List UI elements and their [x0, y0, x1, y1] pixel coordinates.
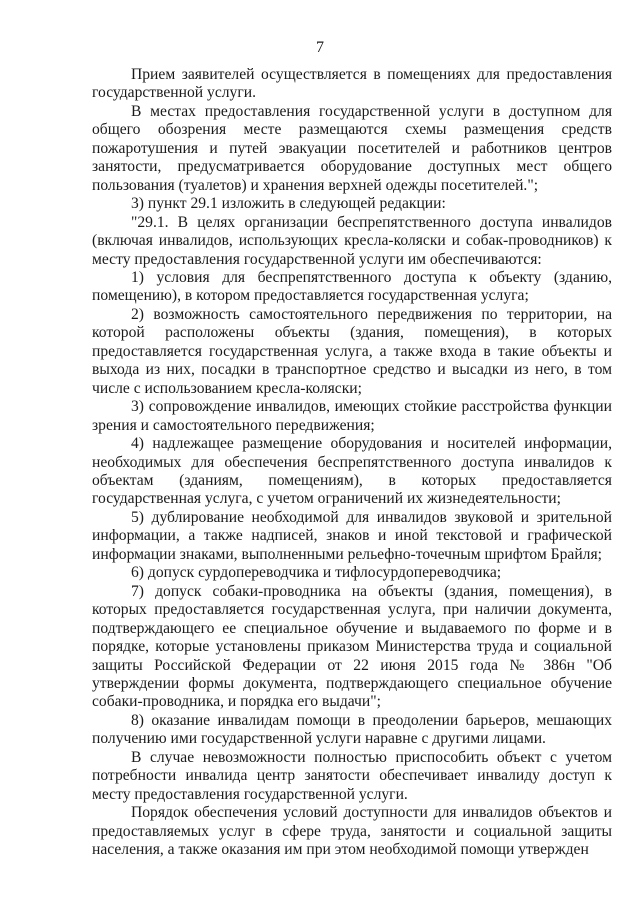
- page-number: 7: [316, 39, 324, 56]
- list-item: 4) надлежащее размещение оборудования и носителей информации, необходимых для обеспечения беспрепятственного доступа инвалидов к объектам (зданиям, помещениям), в которых предоставляется государственная услуга, с учетом ограничений их жизнедеятельности;: [92, 435, 612, 508]
- paragraph: 3) пункт 29.1 изложить в следующей редакции:: [131, 195, 446, 213]
- paragraph: "29.1. В целях организации беспрепятственного доступа инвалидов (включая инвалидов, использующих кресла-коляски и собак-проводников) к месту предоставления государственной услуги им обеспечиваются:: [92, 213, 612, 268]
- list-item: 6) допуск сурдопереводчика и тифлосурдопереводчика;: [131, 564, 502, 582]
- list-item: 7) допуск собаки-проводника на объекты (здания, помещения), в которых предоставляется государственная услуга, при наличии документа, подтверждающего ее специальное обучение и выдаваемого по форме и в порядке, которые установлены приказом Министерства труда и социальной защиты Российской Федерации от 22 июня 2015 года № 386н "Об утверждении формы документа, подтверждающего специальное обучение собаки-проводника, и порядка его выдачи";: [92, 582, 612, 711]
- paragraph: В случае невозможности полностью приспособить объект с учетом потребности инвалида центр занятости обеспечивает инвалиду доступ к месту предоставления государственной услуги.: [92, 748, 612, 803]
- list-item: 2) возможность самостоятельного передвижения по территории, на которой расположены объекты (здания, помещения), в которых предоставляется государственная услуга, а также входа в такие объекты и выхода из них, посадки в транспортное средство и высадки из него, в том числе с использованием кресла-коляски;: [92, 305, 612, 397]
- paragraph: Порядок обеспечения условий доступности для инвалидов объектов и предоставляемых услуг в сфере труда, занятости и социальной защиты населения, а также оказания им при этом необходимой помощи утвержден: [92, 804, 612, 859]
- paragraph: В местах предоставления государственной услуги в доступном для общего обозрения месте размещаются схемы размещения средств пожаротушения и путей эвакуации посетителей и работников центров занятости, предусматривается оборудование доступных мест общего пользования (туалетов) и хранения верхней одежды посетителей.";: [92, 102, 612, 194]
- list-item: 1) условия для беспрепятственного доступа к объекту (зданию, помещению), в котором предоставляется государственная услуга;: [92, 268, 612, 305]
- list-item: 5) дублирование необходимой для инвалидов звуковой и зрительной информации, а также надписей, знаков и иной текстовой и графической информации знаками, выполненными рельефно-точечным шрифтом Брайля;: [92, 508, 612, 563]
- paragraph: Прием заявителей осуществляется в помещениях для предоставления государственной услуги.: [92, 66, 612, 102]
- list-item: 3) сопровождение инвалидов, имеющих стойкие расстройства функции зрения и самостоятельного передвижения;: [92, 398, 612, 434]
- list-item: 8) оказание инвалидам помощи в преодолении барьеров, мешающих получению ими государственной услуги наравне с другими лицами.: [92, 711, 612, 748]
- document-body: [92, 66, 612, 859]
